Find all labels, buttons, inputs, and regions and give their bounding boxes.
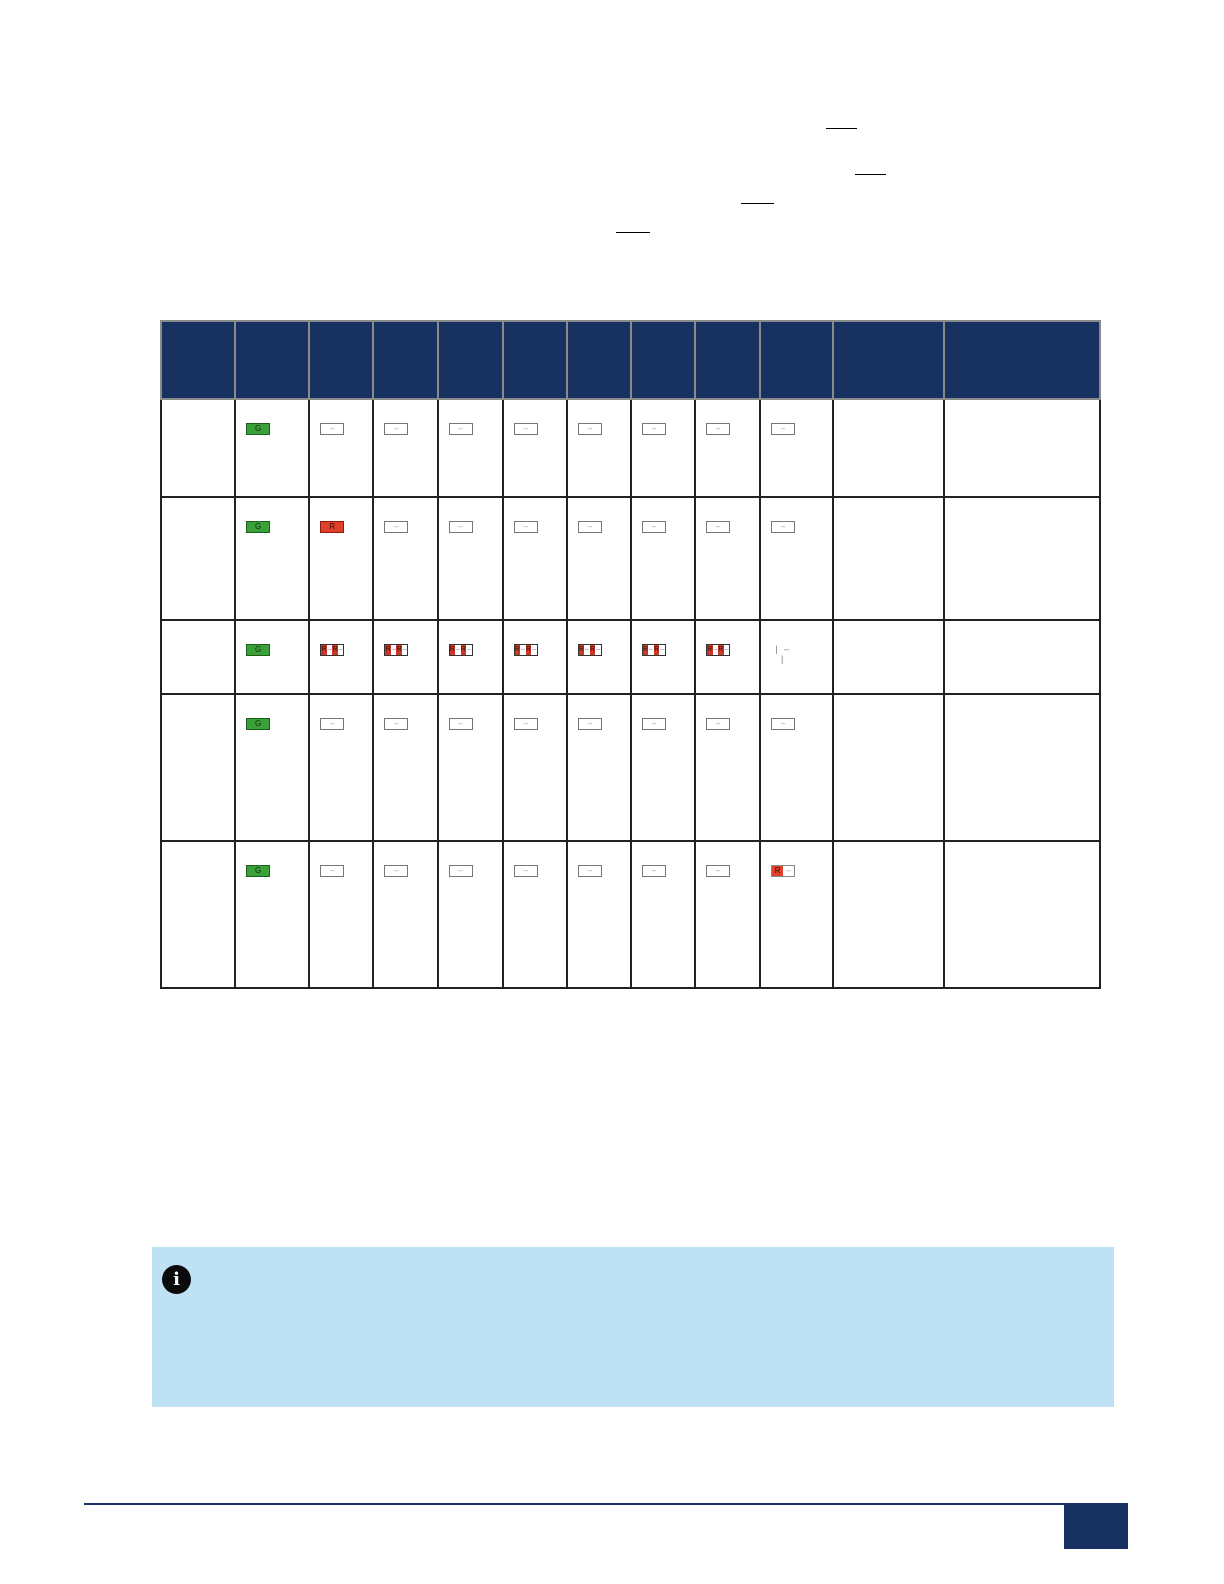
led-cell [695,694,760,841]
description-cell [833,399,943,497]
led-cell [373,497,437,620]
led-cell [760,841,833,988]
led-off-indicator: – [320,865,344,877]
led-cell [503,497,567,620]
led-off-indicator: – [320,718,344,730]
led-cell [373,620,437,694]
led-cell [631,841,695,988]
led-blink-indicator: R – R – [578,644,602,656]
led-cell [631,694,695,841]
led-cell [438,841,503,988]
description-cell [833,620,943,694]
header-cell [161,321,235,399]
footer-rule [84,1503,1128,1505]
header-cell [631,321,695,399]
led-green-indicator: G [246,865,270,877]
led-off-indicator: – [771,423,795,435]
row-label-cell [161,497,235,620]
led-cell [373,399,437,497]
led-off-indicator: – [514,521,538,533]
header-cell [944,321,1100,399]
led-off-indicator: – [449,521,473,533]
led-off-indicator: – [514,865,538,877]
header-cell [760,321,833,399]
led-blink-indicator: R – R – [449,644,473,656]
led-red-indicator: R [320,521,344,533]
header-cell [438,321,503,399]
led-off-indicator: – [514,423,538,435]
led-cell [567,399,631,497]
header-cell [235,321,309,399]
led-off-indicator: – [642,865,666,877]
info-icon: i [162,1265,191,1294]
description-cell [833,841,943,988]
led-blink-indicator: R – R – [384,644,408,656]
led-blink-indicator: R – R – [642,644,666,656]
table-row [161,841,1100,988]
led-off-indicator: – [514,718,538,730]
led-cell [567,620,631,694]
led-off-indicator: – [384,423,408,435]
led-cell [438,694,503,841]
led-off-indicator: – [578,521,602,533]
led-cell [567,694,631,841]
led-cell [438,497,503,620]
header-cell [309,321,373,399]
header-cell [373,321,437,399]
header-cell [695,321,760,399]
description-cell [833,694,943,841]
description-cell [833,497,943,620]
led-off-indicator: – [642,423,666,435]
led-off-indicator: – [771,718,795,730]
led-cell [235,497,309,620]
row-label-cell [161,399,235,497]
led-cell [567,497,631,620]
led-green-indicator: G [246,718,270,730]
info-note-box [152,1247,1114,1407]
led-cell [235,841,309,988]
text-underline-4 [616,232,650,233]
led-cell [631,620,695,694]
led-cell [438,620,503,694]
led-off-indicator: – [449,865,473,877]
led-green-indicator: G [246,521,270,533]
description-cell [944,399,1100,497]
led-off-indicator: – [384,521,408,533]
led-cell [695,497,760,620]
text-underline-2 [855,174,886,175]
page-number-block [1064,1504,1128,1549]
description-cell [944,694,1100,841]
led-cell [760,497,833,620]
led-blink-indicator: R – R – [320,644,344,656]
table-header-row [161,321,1100,399]
table-row [161,620,1100,694]
led-cell [235,620,309,694]
led-status-table [160,320,1101,989]
header-cell [503,321,567,399]
led-cell [309,841,373,988]
led-cell [631,497,695,620]
led-off-indicator: – [449,423,473,435]
row-label-cell [161,841,235,988]
table-row [161,694,1100,841]
led-cell [503,399,567,497]
led-off-indicator: – [642,521,666,533]
description-cell [944,841,1100,988]
led-off-indicator: – [384,718,408,730]
table-row [161,497,1100,620]
led-off-indicator: – [449,718,473,730]
led-off-indicator: – [642,718,666,730]
led-cell [631,399,695,497]
led-cell [373,694,437,841]
led-blink-indicator: R – R – [514,644,538,656]
led-cell [760,399,833,497]
row-label-cell [161,620,235,694]
text-underline-3 [741,203,774,204]
led-off-indicator: – [384,865,408,877]
led-off-indicator: – [578,423,602,435]
led-off-indicator: – [578,718,602,730]
led-off-indicator: – [578,865,602,877]
led-cell [695,620,760,694]
header-cell [567,321,631,399]
led-cell [695,841,760,988]
table-row [161,399,1100,497]
led-cell [309,399,373,497]
led-cell [438,399,503,497]
description-cell [944,620,1100,694]
led-cell [695,399,760,497]
led-blink-indicator: R – R – [706,644,730,656]
led-cell [309,497,373,620]
led-green-indicator: G [246,423,270,435]
description-cell [944,497,1100,620]
led-redoff-indicator: R – [771,865,795,877]
led-cell [760,620,833,694]
led-cell [235,694,309,841]
led-cell [503,841,567,988]
led-off-indicator: – [706,521,730,533]
led-off-indicator: – [706,865,730,877]
led-cell [760,694,833,841]
row-label-cell [161,694,235,841]
led-off-indicator: – [320,423,344,435]
led-bars-indicator: | – | [775,644,792,664]
led-cell [503,694,567,841]
led-cell [503,620,567,694]
led-cell [567,841,631,988]
led-off-indicator: – [771,521,795,533]
led-cell [373,841,437,988]
led-cell [235,399,309,497]
led-off-indicator: – [706,718,730,730]
led-green-indicator: G [246,644,270,656]
header-cell [833,321,943,399]
text-underline-1 [826,128,857,129]
led-cell [309,620,373,694]
led-cell [309,694,373,841]
led-off-indicator: – [706,423,730,435]
